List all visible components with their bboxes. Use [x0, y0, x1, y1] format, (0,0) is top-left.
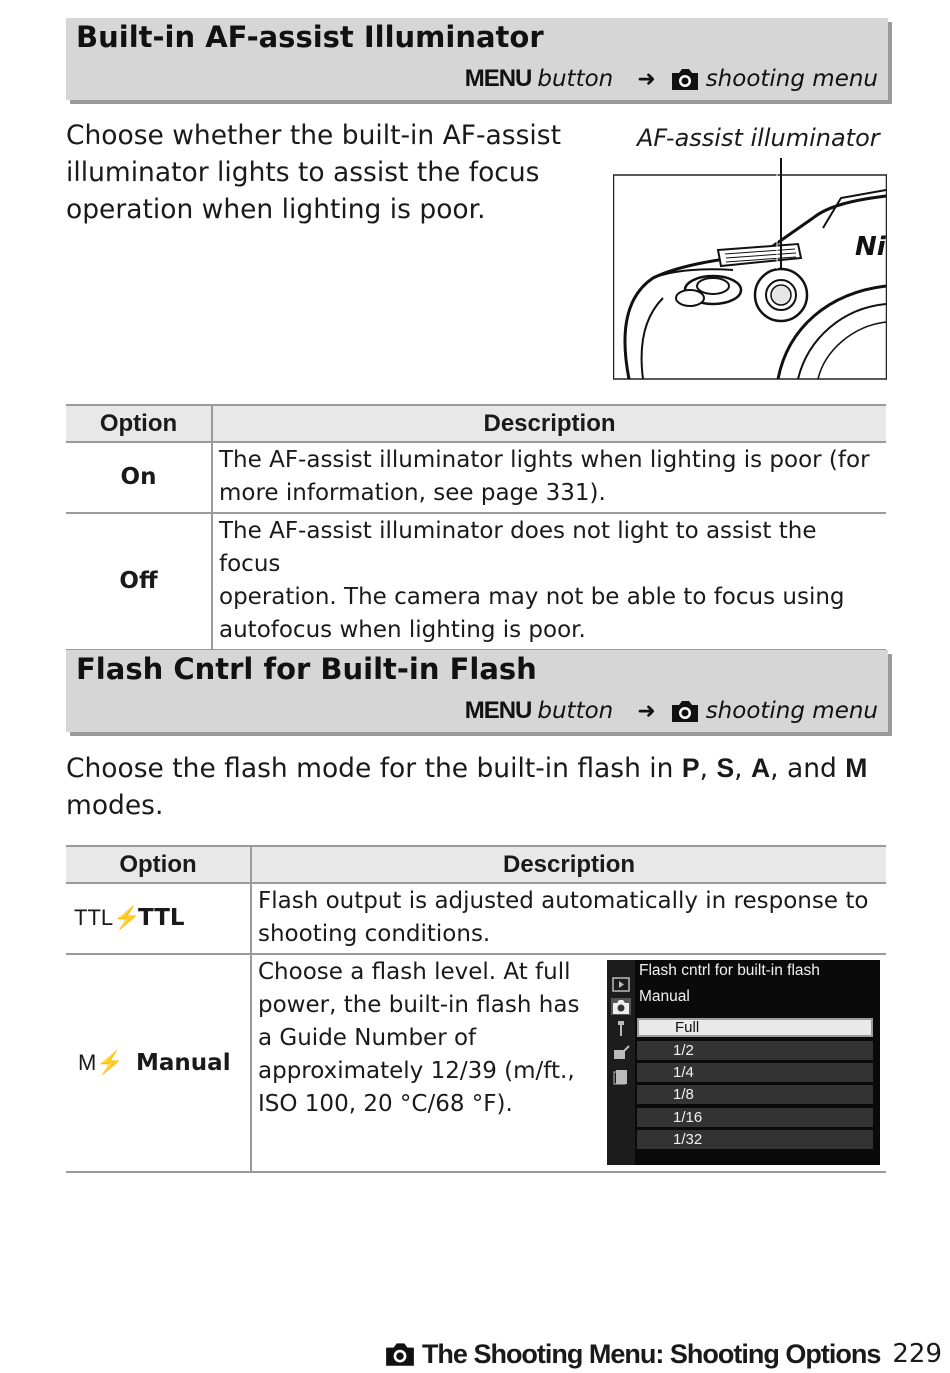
option-name: Manual	[136, 1049, 231, 1076]
column-header-option: Option	[66, 846, 251, 883]
mode-p: P	[681, 753, 700, 783]
lcd-menu-item: 1/32	[637, 1130, 873, 1149]
intro-text: Choose the flash mode for the built-in flash in	[66, 753, 682, 784]
description-line: autofocus when lighting is poor.	[219, 617, 586, 643]
option-description	[212, 442, 886, 513]
intro-line: modes.	[66, 790, 164, 821]
option-description	[212, 513, 886, 650]
button-word: button	[537, 698, 614, 724]
af-assist-options-table	[66, 404, 886, 651]
section-title: Built-in AF-assist Illuminator	[76, 20, 544, 54]
shooting-menu-word: shooting menu	[705, 698, 878, 724]
shooting-menu-icon	[611, 998, 631, 1015]
menu-button-label: MENU	[464, 697, 532, 724]
camera-icon	[670, 67, 700, 91]
mode-m: M	[845, 753, 868, 783]
intro-line: illuminator lights to assist the focus	[66, 157, 540, 188]
section-header-flash-control	[66, 650, 888, 732]
shooting-menu-word: shooting menu	[705, 66, 878, 92]
description-line: The AF-assist illuminator lights when lighting is poor (for	[219, 447, 870, 473]
separator: , and	[770, 753, 846, 784]
manual-flash-icon: M⚡	[78, 1049, 124, 1075]
table-row	[66, 513, 886, 650]
mode-a: A	[751, 753, 771, 783]
arrow-icon: ➜	[637, 66, 656, 92]
page-number: 229	[892, 1339, 942, 1369]
table-row	[66, 883, 886, 954]
lcd-menu-item: 1/2	[637, 1041, 873, 1060]
retouch-menu-icon	[611, 1044, 631, 1061]
lcd-menu-title: Flash cntrl for built-in flash	[639, 962, 820, 979]
setup-menu-icon	[611, 1020, 631, 1037]
menu-path	[465, 696, 878, 726]
menu-tab-strip	[607, 960, 635, 1165]
page-footer	[384, 1336, 942, 1372]
menu-path	[465, 64, 878, 94]
column-header-description: Description	[251, 846, 886, 883]
description-line: ISO 100, 20 °C/68 °F).	[258, 1091, 513, 1117]
option-name: TTL	[138, 905, 185, 931]
footer-chapter-title: The Shooting Menu: Shooting Options	[421, 1338, 881, 1369]
lcd-menu-subtitle: Manual	[639, 988, 690, 1005]
column-header-description: Description	[212, 405, 886, 442]
option-name: On	[66, 442, 212, 513]
description-line: operation. The camera may not be able to focus using	[219, 584, 845, 610]
description-line: shooting conditions.	[258, 921, 491, 947]
lcd-menu-item: 1/4	[637, 1063, 873, 1082]
section-title: Flash Cntrl for Built-in Flash	[76, 652, 537, 686]
option-name: Off	[66, 513, 212, 650]
option-cell	[66, 954, 251, 1172]
menu-button-label: MENU	[464, 65, 532, 92]
description-line: Choose a flash level. At full	[258, 959, 571, 985]
lcd-menu-item: 1/8	[637, 1085, 873, 1104]
column-header-option: Option	[66, 405, 212, 442]
intro-line	[66, 750, 867, 787]
camera-illustration	[613, 158, 887, 380]
recent-settings-icon	[611, 1068, 631, 1085]
arrow-icon: ➜	[637, 698, 656, 724]
section-header-af-assist	[66, 18, 888, 100]
separator: ,	[734, 753, 751, 784]
description-line: The AF-assist illuminator does not light to assist the focus	[219, 518, 817, 577]
description-line: approximately 12/39 (m/ft.,	[258, 1058, 575, 1084]
option-cell	[66, 883, 251, 954]
description-line: more information, see page 331).	[219, 480, 606, 506]
table-row	[66, 442, 886, 513]
figure-label: AF-assist illuminator	[637, 124, 880, 152]
option-description	[251, 883, 886, 954]
lcd-menu-item-full: Full	[637, 1018, 873, 1037]
description-line: Flash output is adjusted automatically in response to	[258, 888, 869, 914]
brand-logo-text: Ni	[855, 232, 886, 262]
separator: ,	[699, 753, 717, 784]
intro-line: operation when lighting is poor.	[66, 194, 486, 225]
intro-line: Choose whether the built-in AF-assist	[66, 120, 561, 151]
intro-paragraph	[66, 117, 561, 228]
camera-icon	[670, 699, 700, 723]
lcd-menu-item: 1/16	[637, 1108, 873, 1127]
ttl-flash-icon: TTL⚡	[74, 905, 141, 930]
button-word: button	[537, 66, 614, 92]
description-line: a Guide Number of	[258, 1025, 477, 1051]
description-line: power, the built-in flash has	[258, 992, 580, 1018]
mode-s: S	[716, 753, 735, 783]
camera-menu-screenshot	[607, 960, 880, 1165]
playback-menu-icon	[611, 976, 631, 993]
camera-icon	[384, 1341, 416, 1367]
intro-paragraph	[66, 750, 867, 824]
